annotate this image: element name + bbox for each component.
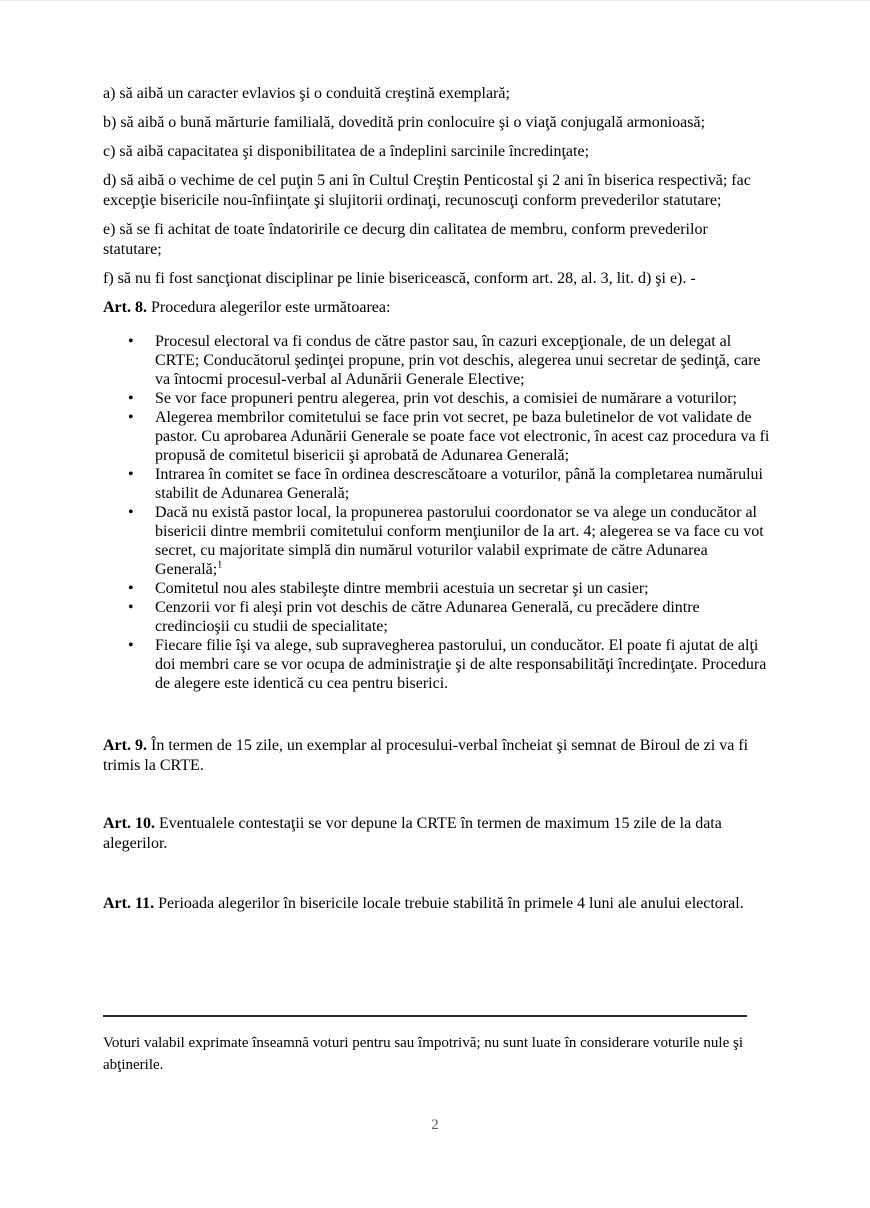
- condition-paragraph-e: e) să se fi achitat de toate îndatoririle ce decurg din calitatea de membru, conform prevederilor statutare;: [103, 221, 708, 258]
- article-11-paragraph: [103, 894, 770, 914]
- procedure-item-3: • Alegerea membrilor comitetului se face prin vot secret, pe baza buletinelor de vot validate de pastor. Cu aprobarea Adunării Generale se poate face vot electronic, în acest caz procedura va fi propusă de comitetul bisericii şi aprobată de Adunarea Generală;: [103, 408, 770, 465]
- procedure-item-2: • Se vor face propuneri pentru alegerea, prin vot deschis, a comisiei de numărare a voturilor;: [103, 389, 770, 408]
- document-body: [103, 84, 770, 914]
- procedure-item-7: • Cenzorii vor fi aleşi prin vot deschis de către Adunarea Generală, cu precădere dintre credincioşii cu studii de specialitate;: [103, 598, 770, 636]
- article-10-paragraph: [103, 814, 770, 854]
- condition-paragraph-d: d) să aibă o vechime de cel puţin 5 ani în Cultul Creştin Penticostal şi 2 ani în biserica respectivă; fac excepţie bisericile nou-înfiinţate şi slujitorii ordinaţi, recunoscuţi conform prevederilor statutare;: [103, 172, 751, 209]
- footnote-text: Voturi valabil exprimate înseamnă voturi pentru sau împotrivă; nu sunt luate în considerare voturile nule şi abţinerile.: [103, 1035, 743, 1073]
- election-procedure-list: [103, 332, 770, 693]
- procedure-item-5: [103, 503, 770, 579]
- procedure-item-8: • Fiecare filie îşi va alege, sub supravegherea pastorului, un conducător. El poate fi ajutat de alţi doi membri care se vor ocupa de administraţie şi de alte responsabilităţi încredinţate. Procedura de alegere este identică cu cea pentru biserici.: [103, 636, 770, 693]
- procedure-item-1: • Procesul electoral va fi condus de către pastor sau, în cazuri excepţionale, de un delegat al CRTE; Conducătorul şedinţei propune, prin vot deschis, alegerea unui secretar de şedinţă, care va întocmi procesul-verbal al Adunării Generale Elective;: [103, 332, 770, 389]
- article-9-paragraph: [103, 736, 770, 776]
- page-number: 2: [431, 1117, 439, 1133]
- article-11-label: Art. 11.: [103, 895, 155, 912]
- footnote-separator-rule: [103, 1015, 747, 1017]
- article-9-text: În termen de 15 zile, un exemplar al procesului-verbal încheiat şi semnat de Biroul de zi va fi trimis la CRTE.: [103, 737, 749, 774]
- article-8-heading: [103, 298, 770, 318]
- article-8-label: Art. 8.: [103, 299, 147, 316]
- procedure-item-5-text: Dacă nu există pastor local, la propunerea pastorului coordonator se va alege un conducător al bisericii dintre membrii comitetului conform menţiunilor de la art. 4; alegerea se va face cu vot secret, cu majoritate simplă din numărul voturilor valabil exprimate de către Adunarea Generală;: [155, 504, 764, 578]
- condition-paragraph-b: b) să aibă o bună mărturie familială, dovedită prin conlocuire şi o viaţă conjugală armonioasă;: [103, 114, 706, 131]
- procedure-item-4: • Intrarea în comitet se face în ordinea descrescătoare a voturilor, până la completarea numărului stabilit de Adunarea Generală;: [103, 465, 770, 503]
- condition-paragraph-f: f) să nu fi fost sancţionat disciplinar pe linie bisericească, conform art. 28, al. 3, lit. d) şi e). -: [103, 270, 696, 287]
- article-11-text: Perioada alegerilor în bisericile locale trebuie stabilită în primele 4 luni ale anului electoral.: [158, 895, 744, 912]
- footnote-reference-marker: 1: [217, 559, 223, 571]
- article-8-intro: Procedura alegerilor este următoarea:: [150, 299, 391, 316]
- procedure-item-6: • Comitetul nou ales stabileşte dintre membrii acestuia un secretar şi un casier;: [103, 579, 770, 598]
- article-10-text: Eventualele contestaţii se vor depune la CRTE în termen de maximum 15 zile de la data alegerilor.: [103, 815, 722, 852]
- article-9-label: Art. 9.: [103, 737, 147, 754]
- footnote-area: [103, 1015, 770, 1076]
- article-10-label: Art. 10.: [103, 815, 155, 832]
- condition-paragraph-c: c) să aibă capacitatea şi disponibilitatea de a îndeplini sarcinile încredinţate;: [103, 143, 590, 160]
- condition-paragraph-a: a) să aibă un caracter evlavios şi o conduită creştină exemplară;: [103, 85, 510, 102]
